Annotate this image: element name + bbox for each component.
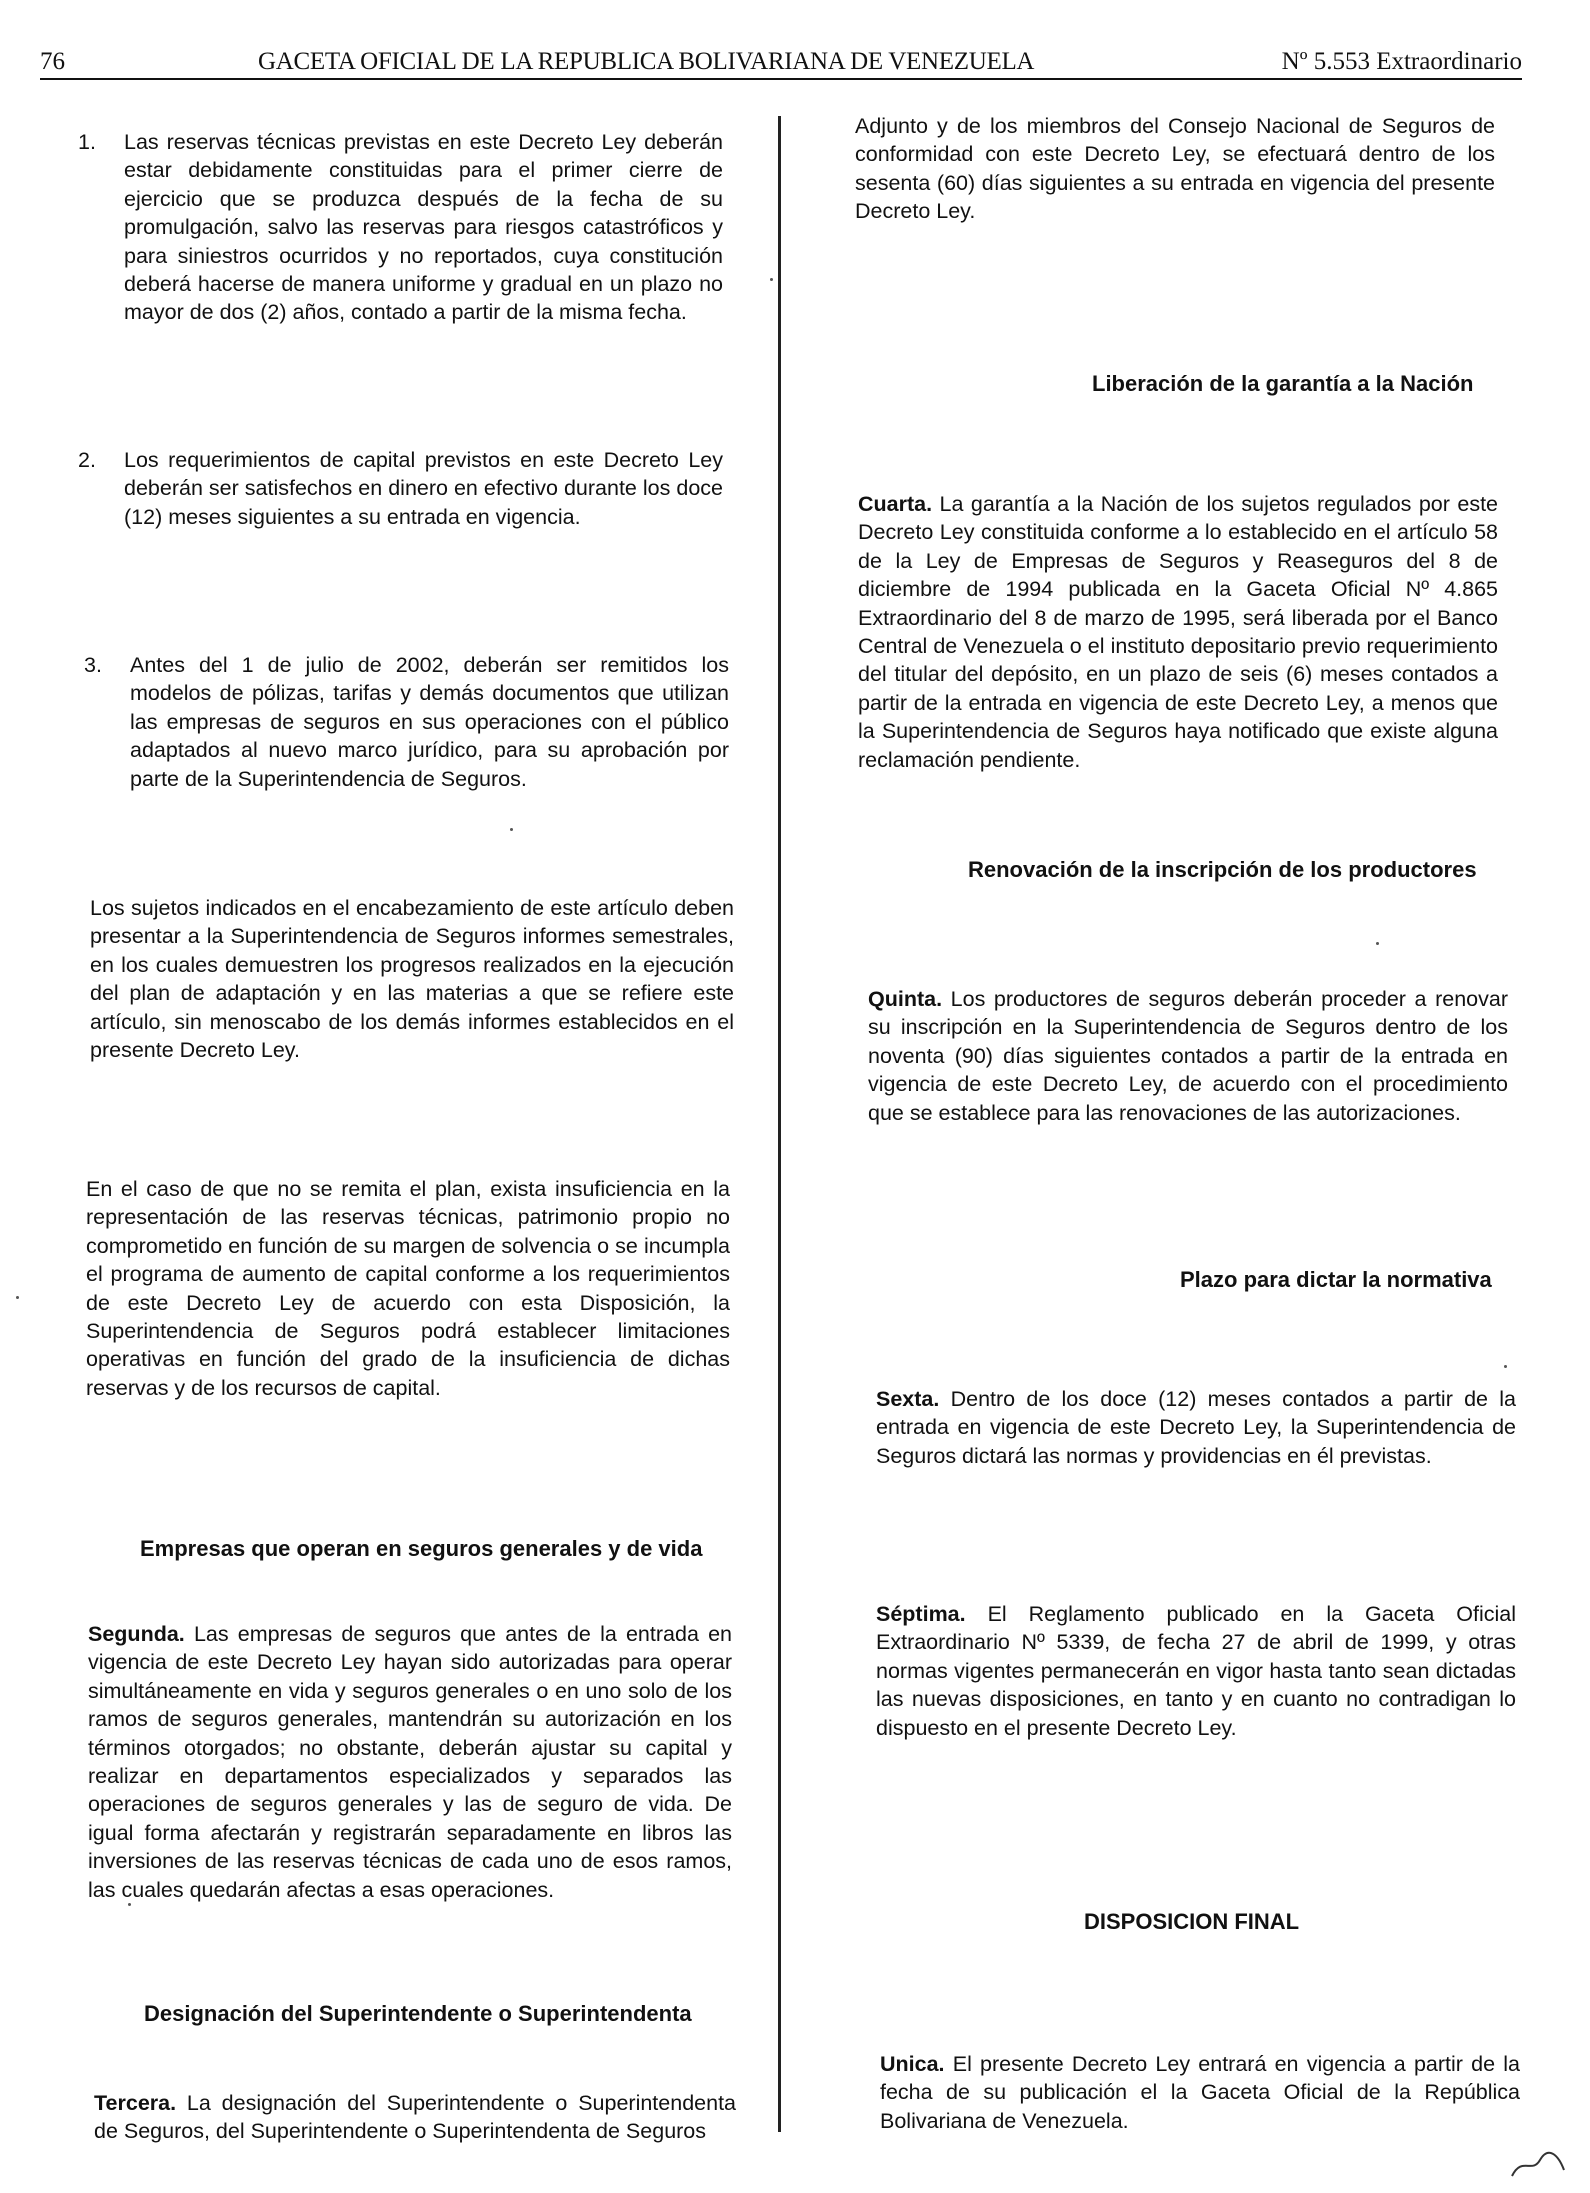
article-text: Las empresas de seguros que antes de la entrada en vigencia de este Decreto Ley hayan sido autorizadas para operar simultáneamente en vida y seguros generales o en uno solo de los ramos de seguros generales, mantendrán su autorización en los términos otorgados; no obstante, deberán ajustar su capital y realizar en departamentos especializados y separados las operaciones de seguros generales y las de seguro de vida. De igual forma afectarán y registrarán separadamente en libros las inversiones de las reservas técnicas de cada uno de esos ramos, las cuales quedarán afectas a esas operaciones. (88, 1622, 732, 1902)
article-lead: Tercera. (94, 2091, 177, 2115)
handwritten-mark-drawing (1508, 2150, 1568, 2180)
article-text: Los productores de seguros deberán proceder a renovar su inscripción en la Superintendencia de Seguros dentro de los noventa (90) días siguientes contados a partir de la entrada en vigencia de este Decreto Ley, de acuerdo con el procedimiento que se establece para las renovaciones de las autorizaciones. (868, 987, 1508, 1125)
scan-speck (1376, 942, 1379, 945)
scan-speck (1504, 1365, 1507, 1368)
article-lead: Quinta. (868, 987, 943, 1011)
list-item-3 (84, 651, 729, 793)
gazette-title: GACETA OFICIAL DE LA REPUBLICA BOLIVARIANA DE VENEZUELA (258, 48, 1035, 75)
heading-segunda: Empresas que operan en seguros generales y de vida (140, 1536, 703, 1561)
page-number: 76 (40, 48, 65, 75)
paragraph-tercera (94, 2089, 736, 2146)
paragraph-insuficiencia: En el caso de que no se remita el plan, exista insuficiencia en la representación de las reservas técnicas, patrimonio propio no comprometido en función de su margen de solvencia o se incumpla el programa de aumento de capital conforme a los requerimientos de este Decreto Ley de acuerdo con esta Disposición, la Superintendencia de Seguros podrá establecer limitaciones operativas en función del grado de la insuficiencia de dichas reservas y de los recursos de capital. (86, 1177, 730, 1400)
paragraph-septima (876, 1600, 1516, 1742)
handwritten-mark (1508, 2150, 1568, 2187)
list-item-text: Antes del 1 de julio de 2002, deberán ser remitidos los modelos de pólizas, tarifas y demás documentos que utilizan las empresas de seguros en sus operaciones con el público adaptados al nuevo marco jurídico, para su aprobación por parte de la Superintendencia de Seguros. (130, 653, 729, 791)
heading-sexta: Plazo para dictar la normativa (1180, 1267, 1492, 1292)
heading-cuarta: Liberación de la garantía a la Nación (1092, 371, 1474, 396)
scan-speck (16, 1296, 19, 1299)
issue-number: Nº 5.553 Extraordinario (1281, 48, 1522, 75)
article-text: Dentro de los doce (12) meses contados a partir de la entrada en vigencia de este Decreto Ley, la Superintendencia de Seguros dictará las normas y providencias en él previstas. (876, 1387, 1516, 1468)
list-item-1 (78, 128, 723, 327)
heading-disposicion-final: DISPOSICION FINAL (1084, 1909, 1300, 1934)
list-item-number: 1. (78, 130, 96, 154)
scan-speck (128, 1903, 131, 1906)
paragraph-informes: Los sujetos indicados en el encabezamiento de este artículo deben presentar a la Superintendencia de Seguros informes semestrales, en los cuales demuestren los progresos realizados en la ejecución del plan de adaptación y en las materias a que se refiere este artículo, sin menoscabo de los demás informes establecidos en el presente Decreto Ley. (90, 896, 734, 1063)
article-lead: Unica. (880, 2052, 945, 2076)
heading-tercera: Designación del Superintendente o Superintendenta (144, 2001, 692, 2026)
paragraph-segunda (88, 1620, 732, 1904)
article-text: El presente Decreto Ley entrará en vigencia a partir de la fecha de su publicación el la Gaceta Oficial de la República Bolivariana de Venezuela. (880, 2052, 1520, 2133)
paragraph-unica (880, 2050, 1520, 2135)
article-lead: Cuarta. (858, 492, 933, 516)
scan-speck (510, 828, 513, 831)
scan-speck (770, 278, 773, 281)
heading-quinta: Renovación de la inscripción de los productores (968, 857, 1477, 882)
article-lead: Séptima. (876, 1602, 966, 1626)
list-item-2 (78, 446, 723, 531)
list-item-number: 3. (84, 653, 102, 677)
article-text: La designación del Superintendente o Superintendenta de Seguros, del Superintendente o Superintendenta de Seguros (94, 2091, 736, 2144)
paragraph-quinta (868, 985, 1508, 1127)
list-item-number: 2. (78, 448, 96, 472)
article-text: El Reglamento publicado en la Gaceta Oficial Extraordinario Nº 5339, de fecha 27 de abril de 1999, y otras normas vigentes permanecerán en vigor hasta tanto sean dictadas las nuevas disposiciones, en tanto y en cuanto no contradigan lo dispuesto en el presente Decreto Ley. (876, 1602, 1516, 1740)
column-divider (778, 116, 781, 2132)
list-item-text: Los requerimientos de capital previstos en este Decreto Ley deberán ser satisfechos en dinero en efectivo durante los doce (12) meses siguientes a su entrada en vigencia. (124, 448, 723, 529)
article-lead: Segunda. (88, 1622, 185, 1646)
list-item-text: Las reservas técnicas previstas en este Decreto Ley deberán estar debidamente constituidas para el primer cierre de ejercicio que se produzca después de la fecha de su promulgación, salvo las reservas para riesgos catastróficos y para siniestros ocurridos y no reportados, cuya constitución deberá hacerse de manera uniforme y gradual en un plazo no mayor de dos (2) años, contado a partir de la misma fecha. (124, 130, 723, 325)
paragraph-continuation: Adjunto y de los miembros del Consejo Nacional de Seguros de conformidad con este Decreto Ley, se efectuará dentro de los sesenta (60) días siguientes a su entrada en vigencia del presente Decreto Ley. (855, 114, 1495, 224)
article-lead: Sexta. (876, 1387, 940, 1411)
article-text: La garantía a la Nación de los sujetos regulados por este Decreto Ley constituida conforme a lo establecido en el artículo 58 de la Ley de Empresas de Seguros y Reaseguros del 8 de diciembre de 1994 publicada en la Gaceta Oficial Nº 4.865 Extraordinario del 8 de marzo de 1995, será liberada por el Banco Central de Venezuela o el instituto depositario previo requerimiento del titular del depósito, en un plazo de seis (6) meses contados a partir de la entrada en vigencia de este Decreto Ley, a menos que la Superintendencia de Seguros haya notificado que existe alguna reclamación pendiente. (858, 492, 1498, 772)
page-header (40, 44, 1522, 80)
paragraph-sexta (876, 1385, 1516, 1470)
paragraph-cuarta (858, 490, 1498, 774)
